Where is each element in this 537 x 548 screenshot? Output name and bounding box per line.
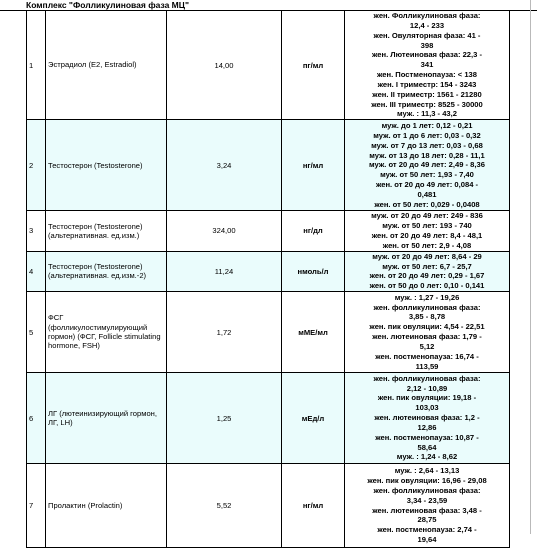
ref-line: муж. от 1 до 6 лет: 0,03 - 0,32 xyxy=(373,130,481,140)
row-number: 2 xyxy=(27,120,46,211)
complex-title: Комплекс "Фолликулиновая фаза МЦ" xyxy=(26,0,189,10)
result-value: 324,00 xyxy=(167,211,282,251)
ref-line: жен. Фолликулиновая фаза: xyxy=(373,11,481,20)
test-name: Пролактин (Prolactin) xyxy=(46,464,167,548)
ref-line: жен. от 20 до 49 лет: 0,084 - xyxy=(375,180,479,190)
row-number: 5 xyxy=(27,292,46,373)
unit: мЕд/л xyxy=(282,373,345,464)
results-table xyxy=(26,10,510,548)
ref-line: жен. от 20 до 49 лет: 8,4 - 48,1 xyxy=(371,230,483,240)
unit: пг/мл xyxy=(282,11,345,120)
ref-line: 103,03 xyxy=(415,403,439,413)
test-name-line: (альтернативная. ед.изм.) xyxy=(48,230,140,240)
result-value: 11,24 xyxy=(167,251,282,291)
result-value: 1,25 xyxy=(167,373,282,464)
unit: нг/мл xyxy=(282,120,345,211)
unit: нг/дл xyxy=(282,211,345,251)
ref-line: муж. от 20 до 49 лет: 2,49 - 8,36 xyxy=(369,160,485,170)
ref-line: жен. от 50 до 0 лет: 0,10 - 0,141 xyxy=(369,281,485,291)
ref-line: жен. лютеиновая фаза: 1,2 - xyxy=(374,413,480,423)
ref-line: муж. от 7 до 13 лет: 0,03 - 0,68 xyxy=(371,140,483,150)
ref-line: жен. II триместр: 1561 - 21280 xyxy=(372,89,482,99)
ref-line: 398 xyxy=(420,40,434,50)
ref-line: жен. лютеиновая фаза: 3,48 - xyxy=(372,505,482,515)
table-row xyxy=(27,464,510,548)
ref-line: жен. Лютеиновая фаза: 22,3 - xyxy=(371,50,483,60)
test-name-line: гормон) (ФСГ, Follicle stimulating xyxy=(48,332,161,342)
reference-values xyxy=(345,251,510,291)
ref-line: 12,86 xyxy=(417,422,437,432)
ref-line: жен. постменопауза: 10,87 - xyxy=(375,432,479,442)
ref-line: жен. I триместр: 154 - 3243 xyxy=(377,79,477,89)
test-name: Тестостерон (Testosterone) xyxy=(46,120,167,211)
ref-line: 341 xyxy=(420,60,434,70)
ref-line: муж. : 1,27 - 19,26 xyxy=(394,292,460,302)
ref-line: жен. от 50 лет: 0,029 - 0,0408 xyxy=(374,199,480,209)
row-number: 7 xyxy=(27,464,46,548)
reference-values xyxy=(345,211,510,251)
reference-values xyxy=(345,120,510,211)
test-name: Эстрадиол (E2, Estradiol) xyxy=(46,11,167,120)
table-row xyxy=(27,373,510,464)
result-value: 14,00 xyxy=(167,11,282,120)
ref-line: жен. постменопауза: 2,74 - xyxy=(377,525,477,535)
table-row xyxy=(27,211,510,251)
ref-line: жен. от 50 лет: 2,9 - 4,08 xyxy=(382,240,472,250)
test-name-line: ФСГ (фолликулостимулирующий xyxy=(48,313,148,332)
result-value: 5,52 xyxy=(167,464,282,548)
ref-line: жен. от 20 до 49 лет: 0,29 - 1,67 xyxy=(369,271,485,281)
test-name-line: Тестостерон (Testosterone) xyxy=(48,261,143,271)
test-name xyxy=(46,292,167,373)
ref-line: муж. : 11,3 - 43,2 xyxy=(397,109,457,119)
ref-line: жен. пик овуляции: 4,54 - 22,51 xyxy=(369,322,485,332)
test-name xyxy=(46,211,167,251)
ref-line: жен. пик овуляции: 19,18 - xyxy=(377,393,477,403)
ref-line: 3,34 - 23,59 xyxy=(406,495,448,505)
ref-line: муж. от 50 лет: 6,7 - 25,7 xyxy=(382,261,472,271)
result-value: 1,72 xyxy=(167,292,282,373)
row-number: 6 xyxy=(27,373,46,464)
ref-line: жен. фолликулиновая фаза: xyxy=(373,485,481,495)
ref-line: жен. лютеиновая фаза: 1,79 - xyxy=(372,332,482,342)
unit: нг/мл xyxy=(282,464,345,548)
ref-line: муж. от 20 до 49 лет: 8,64 - 29 xyxy=(372,251,482,261)
result-value: 3,24 xyxy=(167,120,282,211)
test-name-line: Тестостерон (Testosterone) xyxy=(48,221,143,231)
table-row xyxy=(27,251,510,291)
table-row xyxy=(27,120,510,211)
ref-line: 28,75 xyxy=(417,515,437,525)
ref-line: муж. : 2,64 - 13,13 xyxy=(394,466,460,476)
ref-line: муж. от 50 лет: 193 - 740 xyxy=(382,221,472,231)
ref-line: муж. от 20 до 49 лет: 249 - 836 xyxy=(371,211,483,221)
ref-line: муж. до 1 лет: 0,12 - 0,21 xyxy=(381,120,473,130)
test-name-line: hormone, FSH) xyxy=(48,341,100,351)
ref-line: жен. Овуляторная фаза: 41 - xyxy=(373,30,481,40)
ref-line: жен. III триместр: 8525 - 30000 xyxy=(371,99,483,109)
ref-line: жен. Постменопауза: < 138 xyxy=(376,70,477,80)
unit: нмоль/л xyxy=(282,251,345,291)
ref-line: муж. от 13 до 18 лет: 0,28 - 11,1 xyxy=(369,150,485,160)
ref-line: 3,85 - 8,78 xyxy=(408,312,446,322)
ref-line: 2,12 - 10,89 xyxy=(406,383,448,393)
row-number: 4 xyxy=(27,251,46,291)
page-edge-divider xyxy=(530,0,531,534)
ref-line: жен. фолликулиновая фаза: xyxy=(373,373,481,383)
ref-line: 19,64 xyxy=(417,535,437,545)
ref-line: 12,4 - 233 xyxy=(409,20,445,30)
test-name xyxy=(46,251,167,291)
reference-values xyxy=(345,292,510,373)
reference-values xyxy=(345,464,510,548)
ref-line: муж. от 50 лет: 1,93 - 7,40 xyxy=(380,170,474,180)
test-name: ЛГ (лютеинизирующий гормон, ЛГ, LH) xyxy=(46,373,167,464)
row-number: 3 xyxy=(27,211,46,251)
ref-line: жен. постменопауза: 16,74 - xyxy=(375,351,479,361)
ref-line: жен. фолликулиновая фаза: xyxy=(373,302,481,312)
reference-values xyxy=(345,11,510,120)
ref-line: 5,12 xyxy=(419,341,435,351)
ref-line: жен. пик овуляции: 16,96 - 29,08 xyxy=(367,476,487,485)
row-number: 1 xyxy=(27,11,46,120)
table-row xyxy=(27,11,510,120)
ref-line: муж. : 1,24 - 8,62 xyxy=(396,452,458,462)
unit: мМЕ/мл xyxy=(282,292,345,373)
test-name-line: (альтернативная. ед.изм.-2) xyxy=(48,271,147,281)
ref-line: 58,64 xyxy=(417,442,437,452)
table-row xyxy=(27,292,510,373)
reference-values xyxy=(345,373,510,464)
ref-line: 113,59 xyxy=(415,361,439,371)
ref-line: 0,481 xyxy=(417,189,437,199)
